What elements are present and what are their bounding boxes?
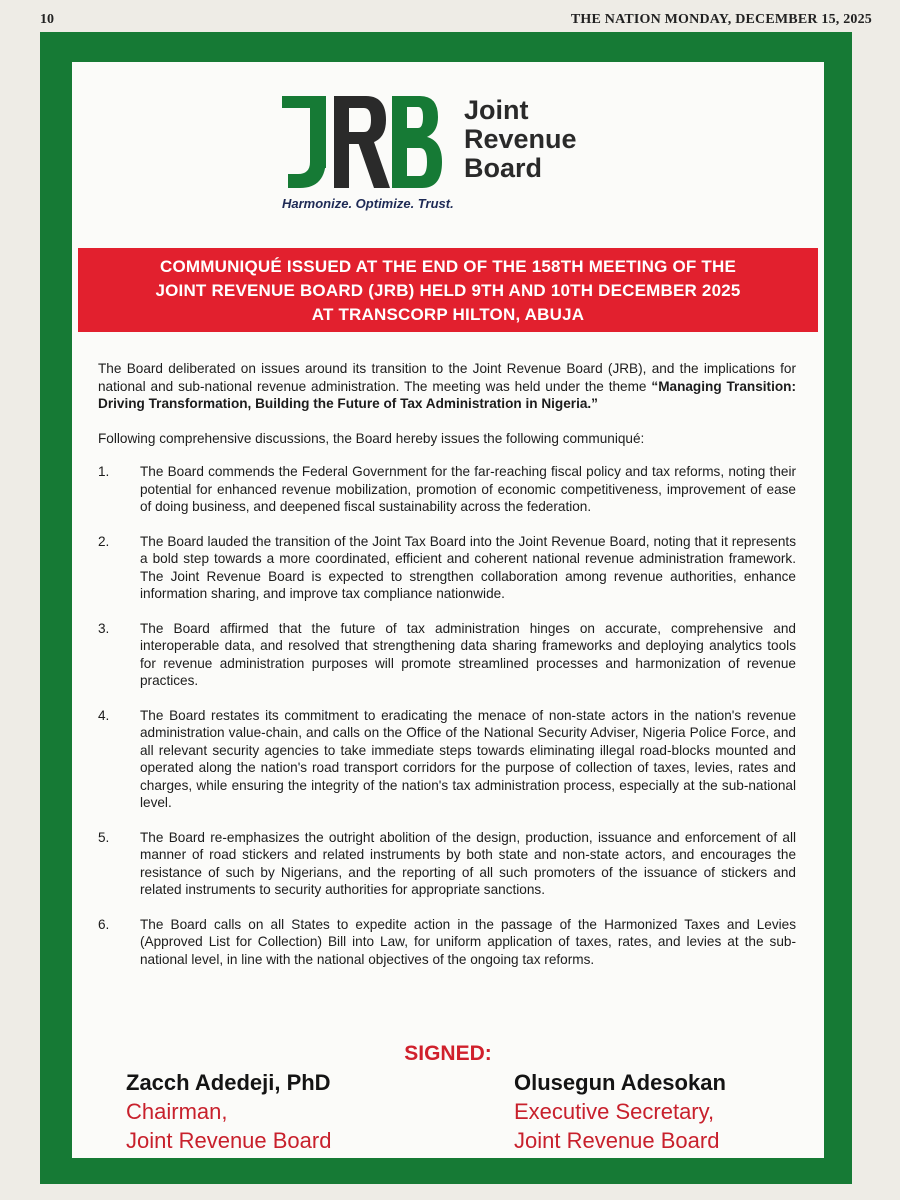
list-item bbox=[98, 916, 796, 969]
banner-line: AT TRANSCORP HILTON, ABUJA bbox=[311, 305, 585, 324]
newspaper-masthead: THE NATION MONDAY, DECEMBER 15, 2025 bbox=[570, 12, 872, 27]
banner-line: COMMUNIQUÉ ISSUED AT THE END OF THE 158TH MEETING OF THE bbox=[159, 257, 736, 276]
communique-body bbox=[98, 360, 796, 985]
signed-label: SIGNED: bbox=[404, 1042, 492, 1065]
item-number: 5. bbox=[98, 829, 110, 845]
item-number: 3. bbox=[98, 620, 110, 636]
communique-title-banner bbox=[78, 248, 818, 332]
item-text: The Board lauded the transition of the Joint Tax Board into the Joint Revenue Board, noting that it represents a bold step towards a more coordinated, efficient and coherent national revenue administration framework. The Joint Revenue Board is expected to strengthen collaboration among revenue authorities, enhance information sharing, and improve tax compliance nationwide. bbox=[140, 533, 796, 601]
signatory-org: Joint Revenue Board bbox=[126, 1128, 332, 1153]
banner-line: JOINT REVENUE BOARD (JRB) HELD 9TH AND 10TH DECEMBER 2025 bbox=[155, 281, 741, 300]
logo-word: Revenue bbox=[464, 124, 577, 154]
intro-text: The Board deliberated on issues around its transition to the Joint Revenue Board (JRB), and the implications for national and sub-national revenue administration. The meeting was held under the theme bbox=[98, 361, 796, 394]
signatory-name: Olusegun Adesokan bbox=[514, 1070, 726, 1095]
advert-green-border bbox=[40, 32, 852, 1184]
communique-panel bbox=[72, 62, 824, 1158]
intro-paragraph bbox=[98, 360, 796, 413]
logo-word: Board bbox=[464, 153, 543, 183]
signatory-name: Zacch Adedeji, PhD bbox=[126, 1070, 331, 1095]
item-number: 6. bbox=[98, 916, 110, 932]
item-text: The Board commends the Federal Government for the far-reaching fiscal policy and tax reforms, noting their potential for enhanced revenue mobilization, promotion of economic competitiveness, improvement of ease of doing business, and deepened fiscal sustainability across the federation. bbox=[140, 464, 796, 514]
signatory-title: Chairman, bbox=[126, 1099, 228, 1124]
item-text: The Board calls on all States to expedite action in the passage of the Harmonized Taxes and Levies (Approved List for Collection) Bill into Law, for uniform application of taxes, rates, and levies at the sub-national level, in line with the national objectives of the ongoing tax reforms. bbox=[140, 916, 796, 967]
logo-word: Joint bbox=[464, 95, 529, 125]
logo-tagline: Harmonize. Optimize. Trust. bbox=[282, 196, 454, 211]
signatory-chairman bbox=[126, 1068, 331, 1155]
item-number: 1. bbox=[98, 464, 110, 479]
list-item bbox=[98, 707, 796, 812]
item-text: The Board re-emphasizes the outright abolition of the design, production, issuance and enforcement of all manner of road stickers and related instruments by both state and non-state actors, and encourages the resistance of such by Nigerians, and the reporting of all such promoters of the issuance of stickers and related instruments to security authorities for appropriate sanctions. bbox=[140, 829, 796, 897]
signatory-org: Joint Revenue Board bbox=[514, 1128, 720, 1153]
list-item bbox=[98, 533, 796, 603]
page-number: 10 bbox=[40, 12, 54, 27]
item-text: The Board affirmed that the future of tax administration hinges on accurate, comprehensive and interoperable data, and resolved that strengthening data sharing frameworks and deploying analytics tools for revenue administration purposes will promote streamlined processes and harmonization of revenue practices. bbox=[140, 620, 796, 688]
list-item bbox=[98, 463, 796, 516]
signatory-title: Executive Secretary, bbox=[514, 1099, 715, 1124]
list-item bbox=[98, 829, 796, 899]
lead-sentence: Following comprehensive discussions, the Board hereby issues the following communiqué: bbox=[98, 430, 645, 446]
page-header bbox=[40, 10, 872, 30]
item-text: The Board restates its commitment to eradicating the menace of non-state actors in the nation's revenue administration value-chain, and calls on the Office of the National Security Adviser, Nigeria Police Force, and all relevant security agencies to take immediate steps towards eliminating illegal road-blocks mounted and operated along the nation's road transport corridors for the purpose of collection of taxes, levies, rates and charges, while ensuring the integrity of the nation's tax administration process, especially at the sub-national level. bbox=[140, 707, 796, 810]
signatory-executive-secretary bbox=[514, 1068, 726, 1155]
item-number: 4. bbox=[98, 707, 110, 723]
resolution-list bbox=[98, 463, 796, 968]
meeting-theme: “Managing Transition: Driving Transformation, Building the Future of Tax Administration in Nigeria.” bbox=[98, 378, 796, 411]
logo-wordmark bbox=[464, 96, 577, 183]
jrb-logo-mark bbox=[282, 96, 442, 188]
jrb-logo bbox=[282, 96, 622, 216]
list-item bbox=[98, 620, 796, 690]
item-number: 2. bbox=[98, 533, 110, 549]
